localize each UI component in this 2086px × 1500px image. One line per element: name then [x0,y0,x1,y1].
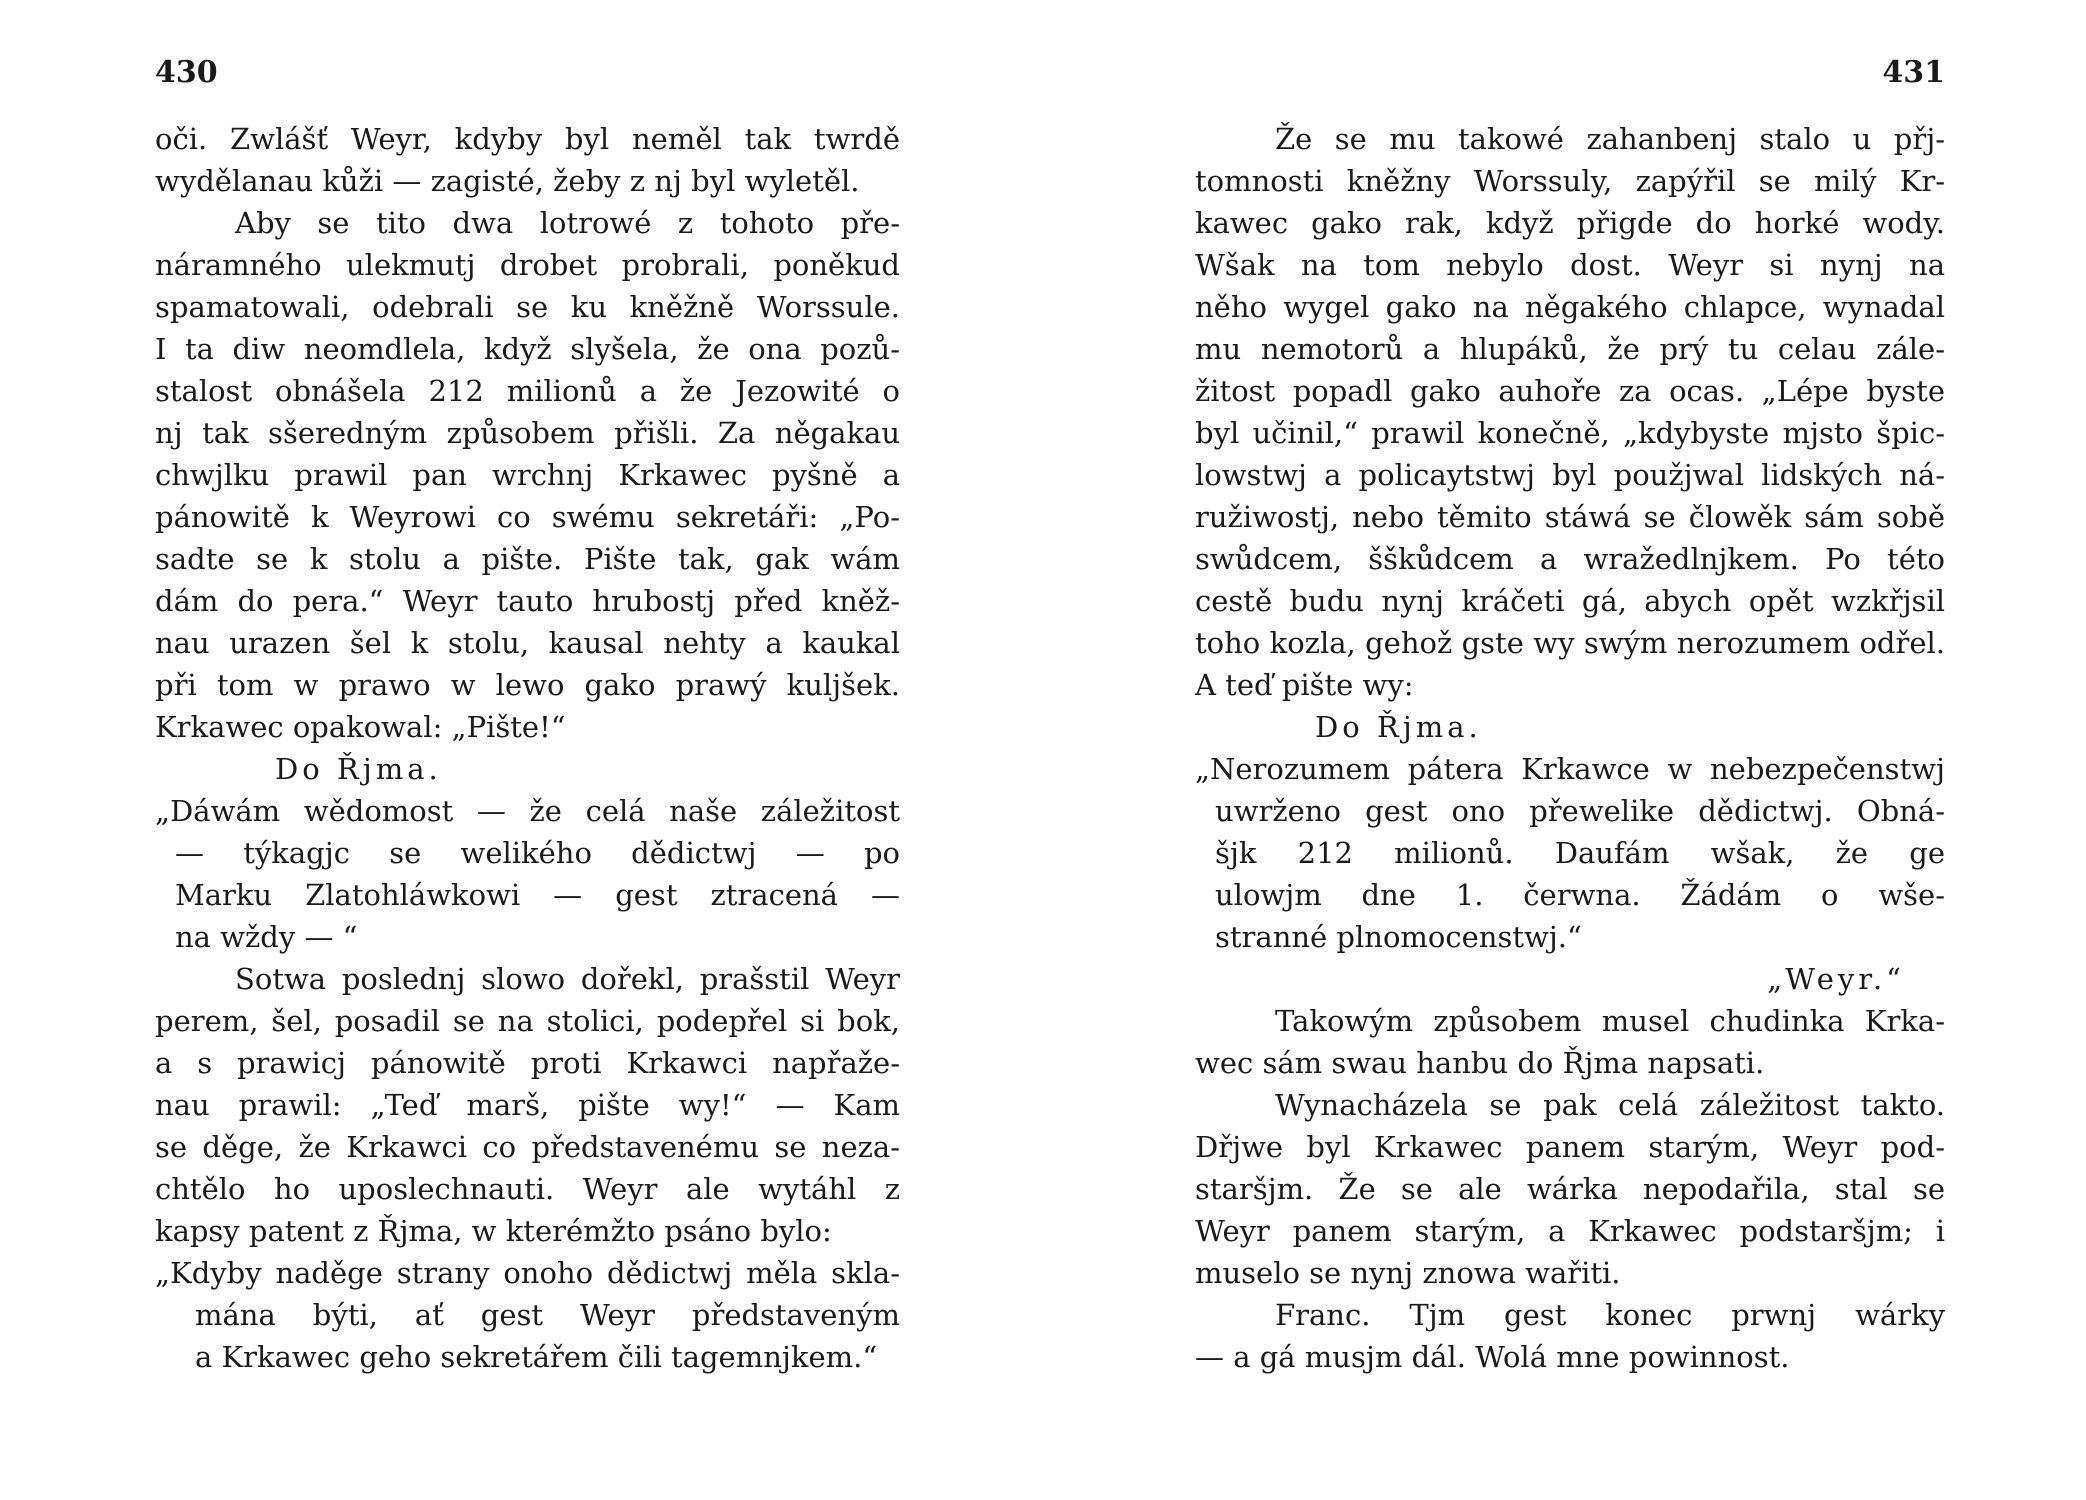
text-line: nj tak sšeredným způsobem přišli. Za něgakau [155,416,900,450]
left-page-text [155,118,900,1378]
text-line: muselo se nynj znowa wařiti. [1195,1256,1621,1290]
text-line: lowstwj a policaytstwj byl použjwal lidských ná- [1195,458,1945,492]
text-line: Wšak na tom nebylo dost. Weyr si nynj na [1195,248,1945,282]
text-line: Takowým způsobem musel chudinka Krka- [1275,1004,1945,1038]
text-line: a Krkawec geho sekretářem čili tagemnjkem.“ [195,1340,878,1374]
text-line: něho wygel gako na něgakého chlapce, wynadal [1195,290,1945,324]
text-line: Dřjwe byl Krkawec panem starým, Weyr pod- [1195,1130,1945,1164]
text-line: na wždy — “ [175,920,358,954]
text-line: tomnosti kněžny Worssuly, zapýřil se milý Kr- [1195,164,1945,198]
text-line: oči. Zwlášť Weyr, kdyby byl neměl tak twrdě [155,122,900,156]
text-line: Weyr panem starým, a Krkawec podstaršjm; i [1195,1214,1945,1248]
text-line: A teď pište wy: [1195,668,1414,702]
page-number-left: 430 [155,55,218,90]
text-line: staršjm. Že se ale wárka nepodařila, stal se [1195,1172,1945,1206]
text-line: Franc. Tjm gest konec prwnj wárky [1275,1298,1945,1332]
text-line: — týkagjc se welikého dědictwj — po [175,836,900,870]
text-line: byl učinil,“ prawil konečně, „kdybyste mjsto špic- [1195,416,1945,450]
text-line: ružiwostj, nebo těmito stáwá se člowěk sám sobě [1195,500,1945,534]
text-line: swůdcem, šškůdcem a wražedlnjkem. Po této [1195,542,1945,576]
page-number-right: 431 [1882,55,1945,90]
text-line: kawec gako rak, když přigde do horké wody. [1195,206,1945,240]
text-line: Sotwa poslednj slowo dořekl, prašstil Weyr [235,962,900,996]
text-line: I ta diw neomdlela, když slyšela, že ona pozů- [155,332,900,366]
text-line: ulowjm dne 1. čerwna. Žádám o wše- [1215,878,1945,912]
text-line: stalost obnášela 212 milionů a že Jezowité o [155,374,900,408]
letter-signature: „Weyr.“ [1767,962,1905,996]
text-line: cestě budu nynj kráčeti gá, abych opět wzkřjsil [1195,584,1945,618]
text-line: uwrženo gest ono přewelike dědictwj. Obná- [1215,794,1945,828]
text-line: chtělo ho uposlechnauti. Weyr ale wytáhl z [155,1172,900,1206]
text-line: žitost popadl gako auhoře za ocas. „Lépe byste [1195,374,1945,408]
text-line: wec sám swau hanbu do Řjma napsati. [1195,1046,1765,1080]
text-line: nau urazen šel k stolu, kausal nehty a kaukal [155,626,900,660]
text-line: Že se mu takowé zahanbenj stalo u přj- [1275,122,1945,156]
text-line: nau prawil: „Teď marš, pište wy!“ — Kam [155,1088,900,1122]
text-line: mu nemotorů a hlupáků, že prý tu celau zále- [1195,332,1945,366]
text-line: — a gá musjm dál. Wolá mne powinnost. [1195,1340,1790,1374]
text-line: „Dáwám wědomost — že celá naše záležitost [155,794,900,828]
text-line: perem, šel, posadil se na stolici, podepřel si bok, [155,1004,900,1038]
text-line: Marku Zlatohláwkowi — gest ztracená — [175,878,900,912]
text-line: chwjlku prawil pan wrchnj Krkawec pyšně a [155,458,900,492]
text-line: se děge, že Krkawci co představenému se neza- [155,1130,900,1164]
text-line: dám do pera.“ Weyr tauto hrubostj před kněž- [155,584,900,618]
text-line: toho kozla, gehož gste wy swým nerozumem odřel. [1195,626,1945,660]
text-line: náramného ulekmutj drobet probrali, poněkud [155,248,900,282]
letter-heading: Do Řjma. [275,752,442,786]
text-line: „Kdyby naděge strany onoho dědictwj měla skla- [155,1256,900,1290]
text-line: wydělanau kůži — zagisté, žeby z nj byl wyletěl. [155,164,860,198]
text-line: sadte se k stolu a pište. Pište tak, gak wám [155,542,900,576]
text-line: „Nerozumem pátera Krkawce w nebezpečenstwj [1195,752,1945,786]
text-line: Krkawec opakowal: „Pište!“ [155,710,566,744]
text-line: spamatowali, odebrali se ku kněžně Worssule. [155,290,900,324]
text-line: pánowitě k Weyrowi co swému sekretáři: „Po- [155,500,900,534]
text-line: šjk 212 milionů. Daufám wšak, že ge [1215,836,1945,870]
text-line: Aby se tito dwa lotrowé z tohoto pře- [235,206,900,240]
text-line: a s prawicj pánowitě proti Krkawci napřaže- [155,1046,900,1080]
text-line: stranné plnomocenstwj.“ [1215,920,1582,954]
text-line: mána býti, ať gest Weyr představeným [195,1298,900,1332]
text-line: Wynacházela se pak celá záležitost takto. [1275,1088,1945,1122]
text-line: při tom w prawo w lewo gako prawý kuljšek. [155,668,900,702]
right-page-text [1195,118,1945,1378]
text-line: kapsy patent z Řjma, w kterémžto psáno bylo: [155,1214,832,1248]
letter-heading: Do Řjma. [1315,710,1482,744]
